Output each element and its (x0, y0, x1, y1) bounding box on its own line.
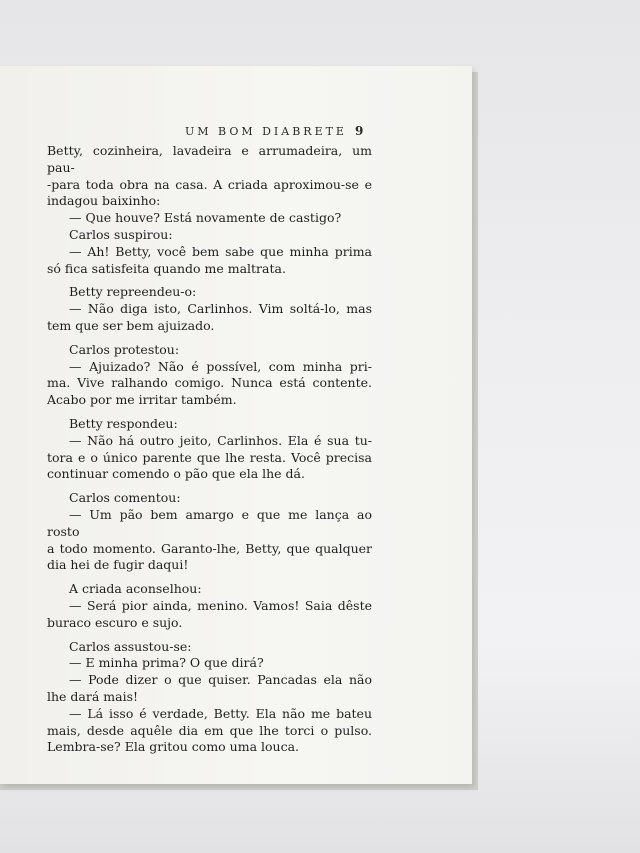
text-line: — Não diga isto, Carlinhos. Vim soltá-lo, mas (69, 301, 372, 317)
text-line: — Lá isso é verdade, Betty. Ela não me bateu (69, 705, 372, 721)
text-line: tora e o único parente que lhe resta. Você precisa (47, 449, 372, 465)
text-line: — Ah! Betty, você bem sabe que minha prima (69, 243, 372, 259)
text-line: Lembra-se? Ela gritou como uma louca. (47, 739, 299, 755)
text-line: Betty repreendeu-o: (69, 284, 197, 300)
text-line: Carlos protestou: (69, 341, 180, 357)
text-line: Carlos assustou-se: (69, 638, 192, 654)
text-line: Acabo por me irritar também. (47, 392, 237, 408)
text-line: Betty, cozinheira, lavadeira e arrumadeira, um pau- (47, 143, 372, 175)
text-line: tem que ser bem ajuizado. (47, 317, 215, 333)
text-line: — E minha prima? O que dirá? (69, 655, 264, 671)
text-line: dia hei de fugir daqui! (47, 557, 189, 573)
text-line: indagou baixinho: (47, 193, 161, 209)
text-line: — Será pior ainda, menino. Vamos! Saia dêste (69, 597, 372, 613)
book-page (0, 66, 472, 784)
text-line: buraco escuro e sujo. (47, 614, 183, 630)
text-line: só fica satisfeita quando me maltrata. (47, 260, 286, 276)
page-number: 9 (354, 124, 364, 138)
text-line: — Ajuizado? Não é possível, com minha pri- (69, 358, 372, 374)
text-line: — Que houve? Está novamente de castigo? (69, 210, 342, 226)
text-line: A criada aconselhou: (69, 581, 202, 597)
text-line: continuar comendo o pão que ela lhe dá. (47, 466, 305, 482)
text-line: — Um pão bem amargo e que me lança ao rosto (47, 506, 372, 539)
text-line: mais, desde aquêle dia em que lhe torci o pulso. (47, 722, 372, 738)
body-text (47, 143, 372, 756)
text-line: a todo momento. Garanto-lhe, Betty, que qualquer (47, 540, 372, 556)
text-line: — Não há outro jeito, Carlinhos. Ela é sua tu- (69, 432, 372, 448)
text-line: -para toda obra na casa. A criada aproximou-se e (47, 176, 372, 192)
text-line: Betty respondeu: (69, 415, 178, 431)
text-line: — Pode dizer o que quiser. Pancadas ela não (69, 672, 372, 688)
text-line: Carlos suspirou: (69, 226, 173, 242)
running-head-title: UM BOM DIABRETE (185, 125, 347, 138)
text-line: lhe dará mais! (47, 688, 139, 704)
running-head (185, 124, 385, 138)
text-line: ma. Vive ralhando comigo. Nunca está contente. (47, 375, 372, 391)
text-line: Carlos comentou: (69, 490, 181, 506)
